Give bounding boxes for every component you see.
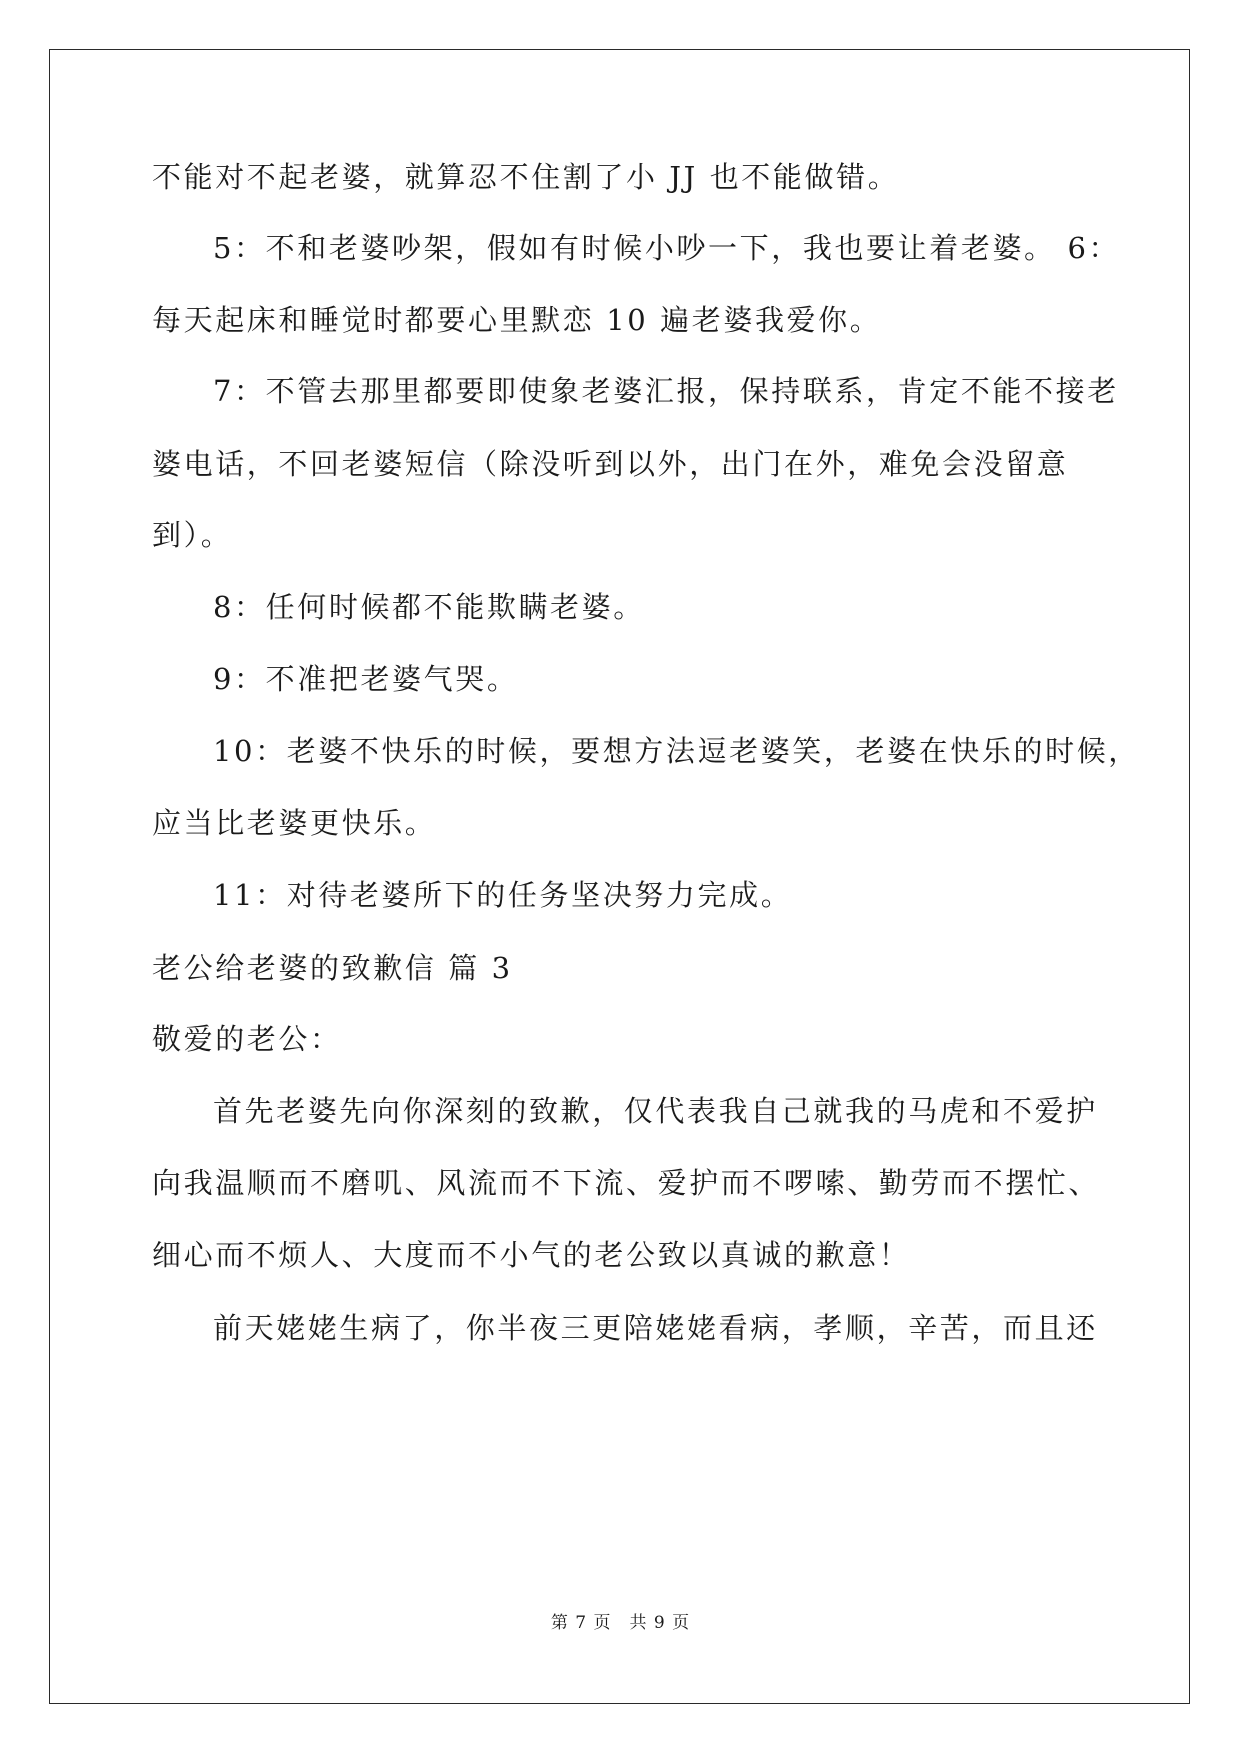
body-text-line: 7：不管去那里都要即使象老婆汇报，保持联系，肯定不能不接老: [213, 374, 1119, 408]
body-text-line: 每天起床和睡觉时都要心里默恋 10 遍老婆我爱你。: [152, 303, 882, 337]
body-text-line: 首先老婆先向你深刻的致歉，仅代表我自己就我的马虎和不爱护: [213, 1094, 1098, 1128]
salutation: 敬爱的老公：: [152, 1022, 342, 1056]
section-heading: 老公给老婆的致歉信 篇 3: [152, 951, 513, 985]
page-footer: 第 7 页 共 9 页: [550, 1613, 691, 1633]
body-text-line: 婆电话，不回老婆短信（除没听到以外，出门在外，难免会没留意: [152, 447, 1069, 481]
body-text-line: 9：不准把老婆气哭。: [213, 662, 519, 696]
body-text-line: 向我温顺而不磨叽、风流而不下流、爱护而不啰嗦、勤劳而不摆忙、: [152, 1166, 1101, 1200]
body-text-line: 不能对不起老婆，就算忍不住割了小 JJ 也不能做错。: [152, 160, 900, 194]
body-text-line: 10：老婆不快乐的时候，要想方法逗老婆笑，老婆在快乐的时候，: [213, 734, 1140, 768]
body-text-line: 5：不和老婆吵架，假如有时候小吵一下，我也要让着老婆。 6：: [213, 231, 1121, 265]
body-text-line: 到）。: [152, 518, 233, 552]
body-text-line: 8：任何时候都不能欺瞒老婆。: [213, 590, 645, 624]
body-text-line: 细心而不烦人、大度而不小气的老公致以真诚的歉意！: [152, 1238, 911, 1272]
body-text-line: 应当比老婆更快乐。: [152, 806, 437, 840]
body-text-line: 前天姥姥生病了，你半夜三更陪姥姥看病，孝顺，辛苦，而且还: [213, 1311, 1098, 1345]
body-text-line: 11：对待老婆所下的任务坚决努力完成。: [213, 878, 793, 912]
